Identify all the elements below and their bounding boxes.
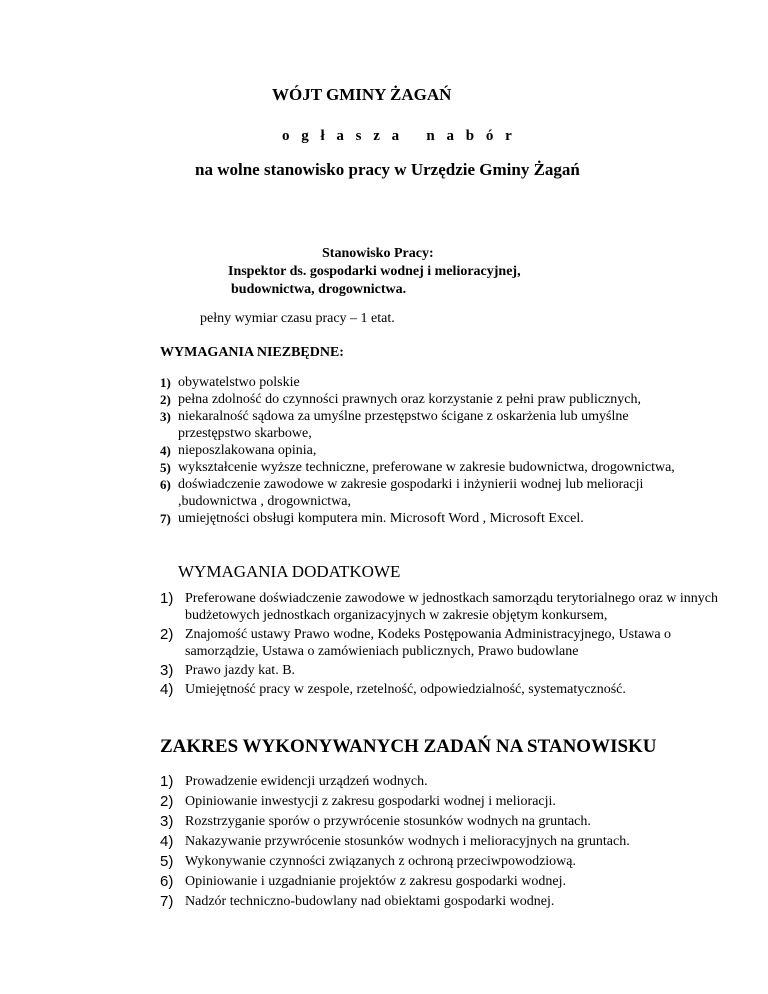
item-text: Znajomość ustawy Prawo wodne, Kodeks Postępowania Administracyjnego, Ustawa o samorządzie, Ustawa o zamówieniach publicznych, Prawo budowlane [185, 627, 672, 659]
page-title: WÓJT GMINY ŻAGAŃ [272, 85, 452, 104]
list-item [160, 442, 690, 459]
item-text: pełna zdolność do czynności prawnych oraz korzystanie z pełni praw publicznych, [178, 392, 641, 407]
item-text: nieposzlakowana opinia, [178, 443, 317, 458]
requirements-heading: WYMAGANIA NIEZBĘDNE: [160, 345, 344, 360]
item-number: 5) [160, 853, 174, 870]
item-number: 2) [160, 626, 174, 643]
item-number: 4) [160, 443, 171, 458]
item-number: 3) [160, 409, 171, 424]
list-item [160, 892, 720, 912]
item-text: Preferowane doświadczenie zawodowe w jednostkach samorządu terytorialnego oraz w innych budżetowych jednostkach organizacyjnych w zakresie objętym konkursem, [185, 591, 718, 623]
additional-requirements-list [160, 590, 720, 698]
list-item [160, 662, 720, 679]
item-number: 4) [160, 681, 174, 698]
item-number: 6) [160, 873, 174, 890]
item-number: 3) [160, 662, 174, 679]
list-item [160, 772, 720, 792]
item-number: 1) [160, 590, 174, 607]
announcement-subtitle: o g ł a s z a n a b ó r [282, 128, 516, 144]
list-item [160, 374, 690, 391]
list-item [160, 391, 690, 408]
item-number: 3) [160, 813, 174, 830]
position-title-line2: budownictwa, drogownictwa. [231, 282, 407, 297]
item-text: doświadczenie zawodowe w zakresie gospodarki i inżynierii wodnej lub melioracji ,budownictwa , drogownictwa, [178, 477, 644, 509]
item-text: Nadzór techniczno-budowlany nad obiektami gospodarki wodnej. [185, 894, 555, 909]
list-item [160, 626, 720, 660]
item-text: Wykonywanie czynności związanych z ochroną przeciwpowodziową. [185, 854, 576, 869]
position-label: Stanowisko Pracy: [322, 246, 434, 261]
list-item [160, 510, 690, 527]
position-title-line1: Inspektor ds. gospodarki wodnej i melioracyjnej, [228, 264, 521, 279]
vacancy-heading: na wolne stanowisko pracy w Urzędzie Gminy Żagań [195, 160, 580, 179]
list-item [160, 872, 720, 892]
requirements-list [160, 374, 690, 527]
item-text: wykształcenie wyższe techniczne, preferowane w zakresie budownictwa, drogownictwa, [178, 460, 675, 475]
list-item [160, 459, 690, 476]
item-number: 1) [160, 773, 174, 790]
working-time: pełny wymiar czasu pracy – 1 etat. [200, 311, 395, 326]
item-text: Prawo jazdy kat. B. [185, 663, 296, 678]
list-item [160, 681, 720, 698]
additional-requirements-heading: WYMAGANIA DODATKOWE [178, 562, 401, 581]
item-number: 7) [160, 893, 174, 910]
item-text: Prowadzenie ewidencji urządzeń wodnych. [185, 774, 428, 789]
item-number: 1) [160, 375, 171, 390]
list-item [160, 832, 720, 852]
item-text: niekaralność sądowa za umyślne przestępstwo ścigane z oskarżenia lub umyślne przestępstwo skarbowe, [178, 409, 629, 441]
item-text: Nakazywanie przywrócenie stosunków wodnych i melioracyjnych na gruntach. [185, 834, 630, 849]
list-item [160, 590, 720, 624]
list-item [160, 408, 690, 442]
item-text: umiejętności obsługi komputera min. Microsoft Word , Microsoft Excel. [178, 511, 584, 526]
item-number: 6) [160, 477, 171, 492]
tasks-list [160, 772, 720, 912]
list-item [160, 852, 720, 872]
item-number: 2) [160, 392, 171, 407]
list-item [160, 812, 720, 832]
list-item [160, 476, 690, 510]
item-number: 2) [160, 793, 174, 810]
item-text: Opiniowanie i uzgadnianie projektów z zakresu gospodarki wodnej. [185, 874, 567, 889]
item-text: Umiejętność pracy w zespole, rzetelność, odpowiedzialność, systematyczność. [185, 682, 626, 697]
item-text: Opiniowanie inwestycji z zakresu gospodarki wodnej i melioracji. [185, 794, 556, 809]
item-number: 4) [160, 833, 174, 850]
item-text: Rozstrzyganie sporów o przywrócenie stosunków wodnych na gruntach. [185, 814, 591, 829]
tasks-heading: ZAKRES WYKONYWANYCH ZADAŃ NA STANOWISKU [160, 736, 657, 757]
item-text: obywatelstwo polskie [178, 375, 300, 390]
item-number: 7) [160, 511, 171, 526]
list-item [160, 792, 720, 812]
item-number: 5) [160, 460, 171, 475]
